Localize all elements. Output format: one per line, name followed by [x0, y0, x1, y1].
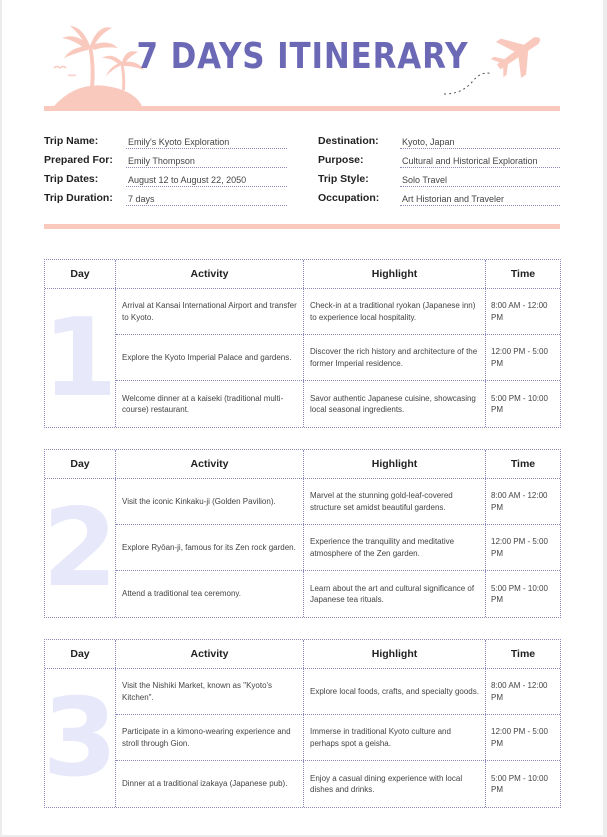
activity-cell: Arrival at Kansai International Airport and transfer to Kyoto.	[116, 289, 304, 334]
day-1-table	[44, 259, 561, 428]
table-row	[116, 571, 560, 617]
header-time: Time	[510, 268, 536, 280]
day-3-table	[44, 639, 561, 808]
info-label: Purpose:	[318, 154, 364, 166]
header-day: Day	[45, 640, 116, 668]
table-row	[116, 479, 560, 525]
highlight-cell: Savor authentic Japanese cuisine, showcasing local seasonal ingredients.	[304, 381, 486, 427]
info-value: Solo Travel	[400, 172, 560, 187]
info-value: Art Historian and Traveler	[400, 191, 560, 206]
time-cell: 12:00 PM - 5:00 PM	[491, 537, 548, 558]
time-cell: 8:00 AM - 12:00 PM	[491, 681, 548, 702]
info-row-destination	[318, 130, 560, 149]
info-label: Occupation:	[318, 192, 380, 204]
time-cell: 5:00 PM - 10:00 PM	[491, 583, 548, 604]
activity-cell: Explore Ryōan-ji, famous for its Zen rock garden.	[116, 525, 304, 570]
activity-cell: Participate in a kimono-wearing experience and stroll through Gion.	[116, 715, 304, 760]
info-label: Destination:	[318, 135, 379, 147]
info-value: Kyoto, Japan	[400, 134, 560, 149]
header-highlight: Highlight	[304, 640, 486, 668]
info-row-trip-name	[44, 130, 287, 149]
info-label: Prepared For:	[44, 154, 113, 166]
day-number: 3	[45, 669, 116, 807]
activity-cell: Visit the Nishiki Market, known as "Kyoto's Kitchen".	[116, 669, 304, 714]
table-row	[116, 335, 560, 381]
day-number: 1	[45, 289, 116, 427]
table-body	[42, 479, 560, 617]
header-activity: Activity	[116, 450, 304, 478]
highlight-cell: Explore local foods, crafts, and specialty goods.	[304, 669, 486, 714]
info-value: Emily's Kyoto Exploration	[126, 134, 287, 149]
header-day: Day	[45, 450, 116, 478]
highlight-cell: Enjoy a casual dining experience with local dishes and drinks.	[304, 761, 486, 807]
day-2-table	[44, 449, 561, 618]
table-row	[116, 761, 560, 807]
info-row-trip-dates	[44, 168, 287, 187]
activity-cell: Welcome dinner at a kaiseki (traditional multi-course) restaurant.	[116, 381, 304, 427]
info-row-trip-style	[318, 168, 560, 187]
header-time: Time	[510, 648, 536, 660]
table-row	[116, 525, 560, 571]
activity-cell: Visit the iconic Kinkaku-ji (Golden Pavilion).	[116, 479, 304, 524]
info-row-trip-duration	[44, 187, 287, 206]
day-number: 2	[45, 479, 116, 617]
table-body	[42, 669, 560, 807]
header-time: Time	[510, 458, 536, 470]
table-header	[45, 260, 560, 289]
airplane-icon	[442, 28, 552, 100]
header-highlight: Highlight	[304, 260, 486, 288]
header	[2, 0, 603, 120]
activity-rows	[116, 479, 560, 617]
trip-info-right	[318, 130, 560, 206]
table-row	[116, 381, 560, 427]
activity-rows	[116, 669, 560, 807]
itinerary-page	[2, 0, 603, 835]
time-cell: 8:00 AM - 12:00 PM	[491, 491, 548, 512]
table-body	[42, 289, 560, 427]
activity-rows	[116, 289, 560, 427]
info-row-prepared-for	[44, 149, 287, 168]
table-row	[116, 715, 560, 761]
time-cell: 5:00 PM - 10:00 PM	[491, 773, 548, 794]
header-activity: Activity	[116, 260, 304, 288]
highlight-cell: Learn about the art and cultural significance of Japanese tea rituals.	[304, 571, 486, 617]
info-value: August 12 to August 22, 2050	[126, 172, 287, 187]
activity-cell: Explore the Kyoto Imperial Palace and gardens.	[116, 335, 304, 380]
highlight-cell: Check-in at a traditional ryokan (Japanese inn) to experience local hospitality.	[304, 289, 486, 334]
page-title: 7 DAYS ITINERARY	[136, 36, 469, 77]
header-highlight: Highlight	[304, 450, 486, 478]
info-value: Emily Thompson	[126, 153, 287, 168]
table-header	[45, 640, 560, 669]
time-cell: 5:00 PM - 10:00 PM	[491, 393, 548, 414]
activity-cell: Attend a traditional tea ceremony.	[116, 571, 304, 617]
table-row	[116, 669, 560, 715]
activity-cell: Dinner at a traditional izakaya (Japanese pub).	[116, 761, 304, 807]
info-row-purpose	[318, 149, 560, 168]
info-value: Cultural and Historical Exploration	[400, 153, 560, 168]
info-label: Trip Name:	[44, 135, 99, 147]
time-cell: 12:00 PM - 5:00 PM	[491, 347, 548, 368]
table-row	[116, 289, 560, 335]
highlight-cell: Immerse in traditional Kyoto culture and perhaps spot a geisha.	[304, 715, 486, 760]
highlight-cell: Discover the rich history and architecture of the former Imperial residence.	[304, 335, 486, 380]
info-label: Trip Duration:	[44, 192, 113, 204]
header-day: Day	[45, 260, 116, 288]
trip-info-left	[44, 130, 287, 206]
info-label: Trip Style:	[318, 173, 369, 185]
time-cell: 8:00 AM - 12:00 PM	[491, 301, 548, 322]
info-value: 7 days	[126, 191, 287, 206]
highlight-cell: Experience the tranquility and meditative atmosphere of the Zen garden.	[304, 525, 486, 570]
highlight-cell: Marvel at the stunning gold-leaf-covered structure set amidst beautiful gardens.	[304, 479, 486, 524]
info-row-occupation	[318, 187, 560, 206]
table-header	[45, 450, 560, 479]
info-divider	[44, 224, 560, 229]
header-activity: Activity	[116, 640, 304, 668]
time-cell: 12:00 PM - 5:00 PM	[491, 727, 548, 748]
header-divider	[44, 106, 560, 111]
info-label: Trip Dates:	[44, 173, 99, 185]
